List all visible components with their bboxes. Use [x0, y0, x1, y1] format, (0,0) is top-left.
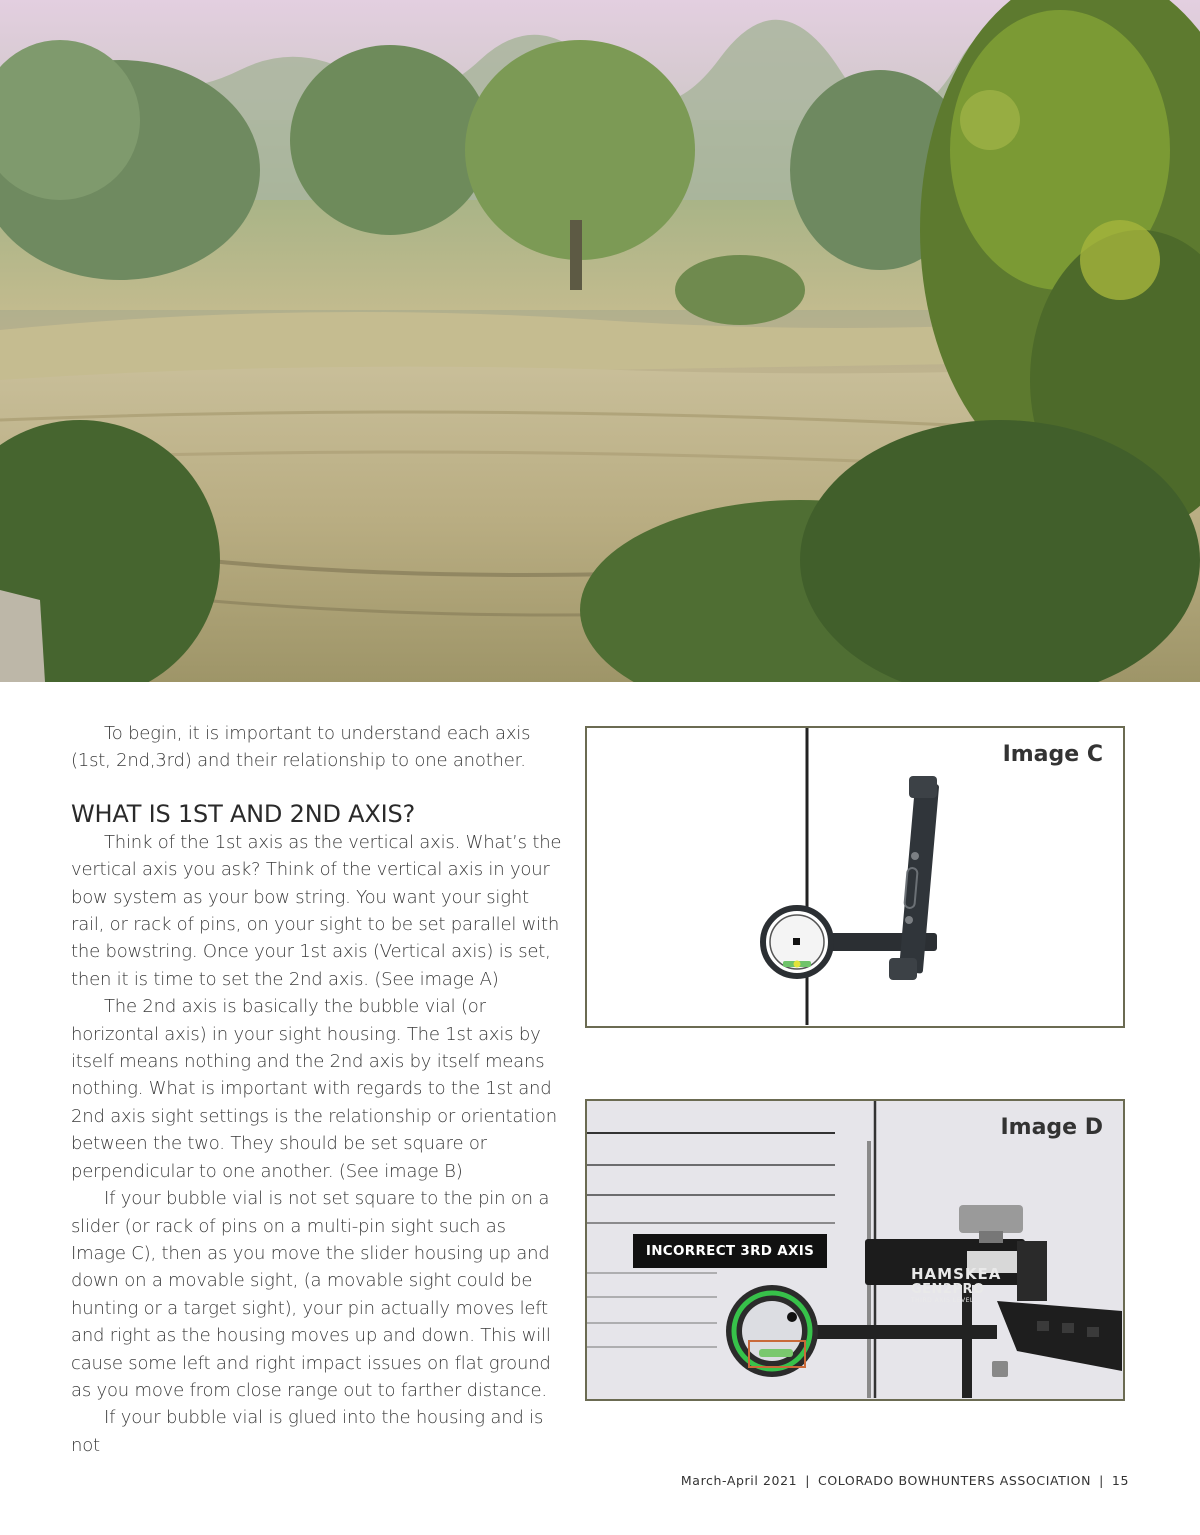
- paragraph-1st-axis: Think of the 1st axis as the vertical axis. What’s the vertical axis you ask? Think of the vertical axis in your bow system as your bow string. You want your sight rail, or rack of pins, on your sight to be set parallel with the bowstring. Once your 1st axis (Vertical axis) is set, then it is time to set the 2nd axis. (See image A): [71, 831, 562, 990]
- footer-publication: COLORADO BOWHUNTERS ASSOCIATION: [818, 1473, 1092, 1488]
- intro-paragraph: To begin, it is important to understand each axis (1st, 2nd,3rd) and their relationship to one another.: [71, 723, 531, 772]
- footer-separator: |: [805, 1473, 811, 1488]
- figure-d-label: Image D: [1000, 1115, 1103, 1140]
- figure-c-label: Image C: [1002, 742, 1103, 767]
- landscape-photo-icon: [0, 0, 1200, 682]
- bow-sight-diagram-icon: [587, 728, 1122, 1025]
- brand-label: [911, 1266, 1007, 1305]
- section-heading: WHAT IS 1ST AND 2ND AXIS?: [71, 799, 416, 828]
- footer-issue: March-April 2021: [680, 1473, 798, 1488]
- brand-line-1: HAMSKEA: [911, 1265, 1002, 1283]
- brand-line-2: GEN2PRO: [911, 1282, 985, 1297]
- footer-page-number: 15: [1111, 1473, 1129, 1488]
- incorrect-axis-badge: INCORRECT 3RD AXIS: [633, 1234, 827, 1268]
- hero-landscape-photo: [0, 0, 1200, 682]
- brand-line-3: THIRD AXIS LEVEL: [911, 1297, 974, 1304]
- footer-separator: |: [1099, 1473, 1104, 1488]
- paragraph-bubble-vial: If your bubble vial is not set square to the pin on a slider (or rack of pins on a multi-pin sight such as Image C), then as you move the slider housing up and down on a movable sight, (a movable sight could be hunting or a target sight), your pin actually moves left and right as the housing moves up and down. This will cause some left and right impact issues on flat ground as you move from close range out to farther distance.: [71, 1188, 551, 1401]
- paragraph-2nd-axis: The 2nd axis is basically the bubble vial (or horizontal axis) in your sight housing. The 1st axis by itself means nothing and the 2nd axis by itself means nothing. What is important with regards to the 1st and 2nd axis sight settings is the relationship or orientation between the two. They should be set square or perpendicular to one another. (See image B): [71, 996, 557, 1182]
- figure-image-c: [585, 726, 1125, 1028]
- paragraph-continued: If your bubble vial is glued into the housing and is not: [71, 1407, 544, 1456]
- page-footer: [681, 1473, 1129, 1488]
- article-body: [71, 720, 563, 1459]
- figure-image-d: [585, 1099, 1125, 1401]
